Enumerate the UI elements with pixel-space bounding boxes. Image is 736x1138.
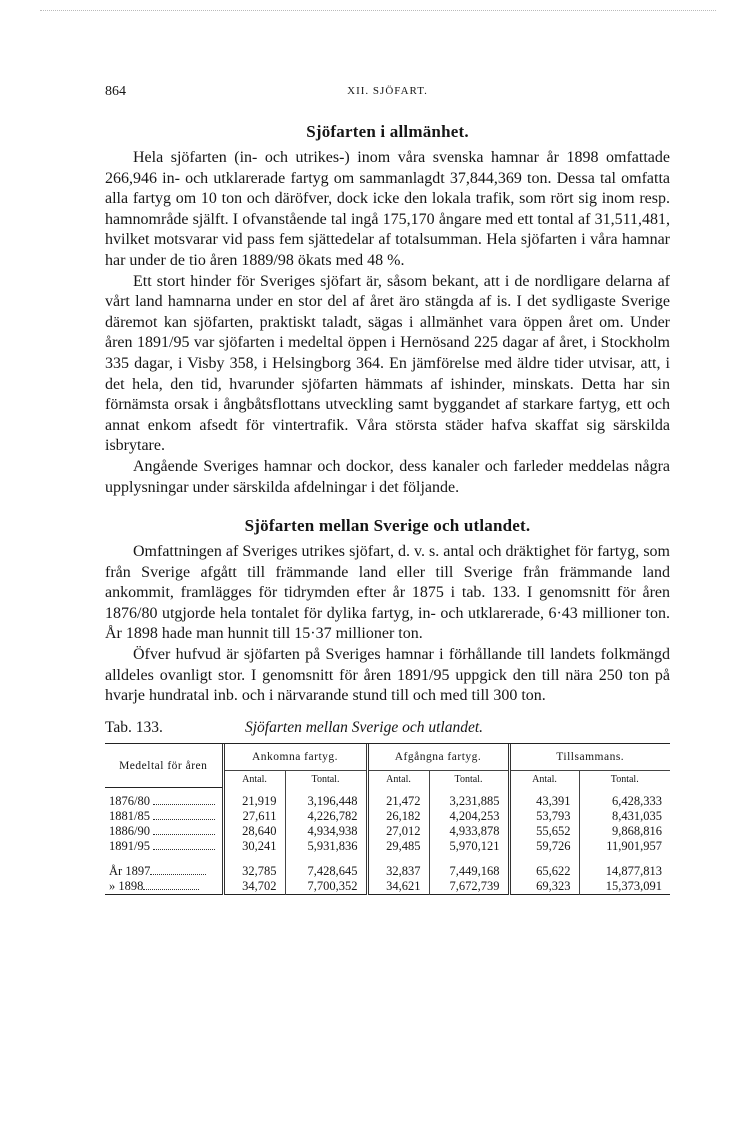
cell-arrived-tonnage: 3,196,448 xyxy=(285,788,367,810)
table-row xyxy=(105,788,670,810)
cell-departed-count: 32,837 xyxy=(367,864,429,879)
row-label: » 1898 xyxy=(105,879,223,895)
section-heading-general: Sjöfarten i allmänhet. xyxy=(306,122,469,141)
paragraph: Öfver hufvud är sjöfarten på Sveriges hamnar i förhållande till landets folkmängd alldeles ovanligt stor. I genomsnitt för åren 1891/95 uppgick den till nära 250 ton på hvarje hundratal inb. och i närvarande stund till och med till 300 ton. xyxy=(105,646,670,705)
group-header-departed: Afgångna fartyg. xyxy=(367,744,509,771)
cell-departed-tonnage: 7,449,168 xyxy=(429,864,509,879)
cell-arrived-tonnage: 5,931,836 xyxy=(285,839,367,854)
table-label: Tab. 133. xyxy=(105,718,163,736)
cell-departed-tonnage: 4,933,878 xyxy=(429,824,509,839)
subheader-tonnage: Tontal. xyxy=(579,770,670,788)
cell-total-count: 55,652 xyxy=(509,824,579,839)
group-header-total: Tillsammans. xyxy=(509,744,670,771)
paragraph: Hela sjöfarten (in- och utrikes-) inom våra svenska hamnar år 1898 omfattade 266,946 in- och utklarerade fartyg om sammanlagdt 37,844,369 ton. Dessa tal omfatta alla fartyg om 10 ton och däröfver, dock icke den lokala trafik, som rört sig inom resp. hamnområde själft. I ofvanstående tal ingå 175,170 ångare med ett tontal af 31,511,481, hvilket motsvarar vid pass fem sjättedelar af totalsumman. Hela sjöfarten i våra hamnar har under de tio åren 1889/98 ökats med 48 %. xyxy=(105,149,670,269)
shipping-table xyxy=(105,744,670,896)
cell-departed-count: 29,485 xyxy=(367,839,429,854)
table-spacer-row xyxy=(105,854,670,864)
cell-departed-count: 21,472 xyxy=(367,788,429,810)
table-caption xyxy=(105,719,670,739)
group-header-arrived: Ankomna fartyg. xyxy=(223,744,367,771)
cell-total-tonnage: 15,373,091 xyxy=(579,879,670,895)
row-label: 1886/90 xyxy=(105,824,223,839)
row-label: År 1897 xyxy=(105,864,223,879)
cell-departed-count: 27,012 xyxy=(367,824,429,839)
cell-total-count: 43,391 xyxy=(509,788,579,810)
cell-arrived-tonnage: 4,934,938 xyxy=(285,824,367,839)
subheader-count: Antal. xyxy=(509,770,579,788)
cell-total-tonnage: 11,901,957 xyxy=(579,839,670,854)
cell-total-count: 69,323 xyxy=(509,879,579,895)
subheader-tonnage: Tontal. xyxy=(429,770,509,788)
cell-arrived-count: 28,640 xyxy=(223,824,285,839)
cell-arrived-tonnage: 7,700,352 xyxy=(285,879,367,895)
cell-departed-tonnage: 3,231,885 xyxy=(429,788,509,810)
cell-total-tonnage: 8,431,035 xyxy=(579,809,670,824)
cell-arrived-count: 27,611 xyxy=(223,809,285,824)
page-content xyxy=(105,118,670,895)
table-row xyxy=(105,824,670,839)
cell-arrived-count: 21,919 xyxy=(223,788,285,810)
cell-total-tonnage: 9,868,816 xyxy=(579,824,670,839)
cell-departed-count: 34,621 xyxy=(367,879,429,895)
cell-total-count: 53,793 xyxy=(509,809,579,824)
scan-edge xyxy=(40,10,716,14)
cell-arrived-tonnage: 7,428,645 xyxy=(285,864,367,879)
cell-departed-tonnage: 7,672,739 xyxy=(429,879,509,895)
section-heading-foreign: Sjöfarten mellan Sverige och utlandet. xyxy=(244,516,531,536)
table-row xyxy=(105,839,670,854)
paragraph: Angående Sveriges hamnar och dockor, dess kanaler och farleder meddelas några upplysningar under särskilda afdelningar i det följande. xyxy=(105,457,670,496)
table-row xyxy=(105,864,670,879)
table-title: Sjöfarten mellan Sverige och utlandet. xyxy=(245,718,484,736)
row-label: 1876/80 xyxy=(105,788,223,810)
cell-arrived-count: 30,241 xyxy=(223,839,285,854)
cell-departed-tonnage: 4,204,253 xyxy=(429,809,509,824)
cell-total-count: 59,726 xyxy=(509,839,579,854)
table-row xyxy=(105,879,670,895)
cell-departed-tonnage: 5,970,121 xyxy=(429,839,509,854)
table-row xyxy=(105,809,670,824)
subheader-count: Antal. xyxy=(223,770,285,788)
paragraph: Omfattningen af Sveriges utrikes sjöfart, d. v. s. antal och dräktighet för fartyg, som från Sverige afgått till främmande land eller till Sverige från främmande land ankommit, framlägges för tidrymden efter år 1875 i tab. 133. I genomsnitt för åren 1876/80 utgjorde hela tontalet för dylika fartyg, in- och utklarerade, 6·43 millioner ton. År 1898 hade man hunnit till 15·37 millioner ton. xyxy=(105,543,670,643)
running-title: XII. SJÖFART. xyxy=(347,85,428,97)
cell-total-tonnage: 6,428,333 xyxy=(579,788,670,810)
cell-arrived-count: 34,702 xyxy=(223,879,285,895)
paragraph: Ett stort hinder för Sveriges sjöfart är, såsom bekant, att i de nordligare delarna af vårt land hamnarna under en stor del af året äro stängda af is. I det sydligaste Sverige däremot kan sjöfarten, praktiskt taladt, sägas i allmänhet vara öppen året om. Under åren 1891/95 var sjöfarten i medeltal öppen i Hernösand 225 dagar af året, i Stockholm 335 dagar, i Visby 358, i Helsingborg 364. En jämförelse med äldre tider utvisar, att, i det hela, den tid, hvarunder sjöfarten hämmats af ishinder, minskats. Detta har sin förnämsta orsak i ångbåtsflottans utveckling samt byggandet af starkare fartyg, ett och annat enkom afsedt för vintertrafik. Våra största städer hafva skaffat sig särskilda isbrytare. xyxy=(105,272,670,455)
row-label: 1891/95 xyxy=(105,839,223,854)
cell-arrived-count: 32,785 xyxy=(223,864,285,879)
cell-total-tonnage: 14,877,813 xyxy=(579,864,670,879)
shipping-table-wrap xyxy=(105,743,670,896)
subheader-count: Antal. xyxy=(367,770,429,788)
page-number: 864 xyxy=(105,84,126,99)
row-label: 1881/85 xyxy=(105,809,223,824)
subheader-tonnage: Tontal. xyxy=(285,770,367,788)
row-header-label: Medeltal för åren xyxy=(105,744,223,788)
cell-total-count: 65,622 xyxy=(509,864,579,879)
page-header xyxy=(105,84,670,104)
cell-arrived-tonnage: 4,226,782 xyxy=(285,809,367,824)
cell-departed-count: 26,182 xyxy=(367,809,429,824)
